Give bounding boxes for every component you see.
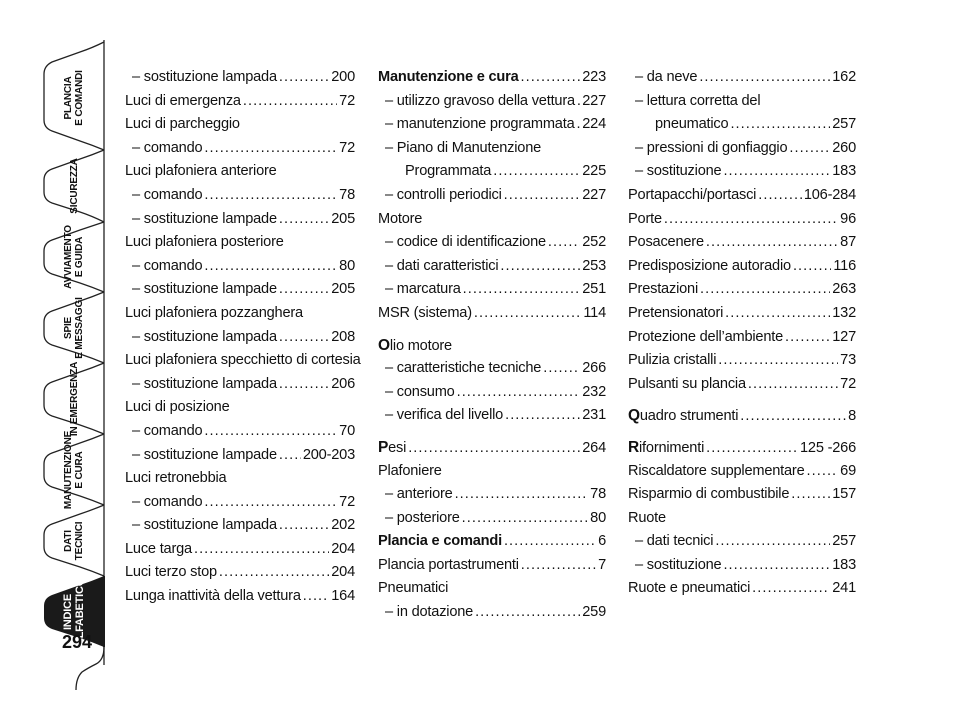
index-entry[interactable]: – marcatura . . . 251 — [378, 278, 606, 302]
index-entry[interactable]: Pesi . . . 264 — [378, 436, 606, 460]
index-heading: Luci plafoniera posteriore — [125, 234, 284, 251]
index-entry[interactable]: – caratteristiche tecniche . . . 266 — [378, 357, 606, 381]
index-heading: Luci plafoniera specchietto di cortesia — [125, 352, 361, 369]
tab-manutenzione-e-cura[interactable]: MANUTENZIONE E CURA — [63, 430, 85, 510]
index-entry[interactable]: – comando . . . 80 — [125, 255, 355, 279]
index-entry[interactable]: – dati caratteristici . . . 253 — [378, 255, 606, 279]
index-entry[interactable]: – anteriore . . . 78 — [378, 483, 606, 507]
index-entry[interactable]: – sostituzione lampade . . . 200-203 — [125, 444, 355, 468]
index-entry[interactable]: Posacenere . . . 87 — [628, 231, 856, 255]
tab-spie-e-messaggi[interactable]: SPIE E MESSAGGI — [63, 297, 85, 359]
index-column-2 — [378, 66, 606, 625]
index-entry[interactable]: Pulizia cristalli . . . 73 — [628, 349, 856, 373]
index-entry[interactable]: Rifornimenti . . . 125 -266 — [628, 436, 856, 460]
index-entry[interactable]: pneumatico . . . 257 — [628, 113, 856, 137]
index-entry[interactable]: – codice di identificazione . . . 252 — [378, 231, 606, 255]
index-heading: Luci plafoniera anteriore — [125, 163, 277, 180]
index-heading: Luci di posizione — [125, 399, 230, 416]
index-heading: – Piano di Manutenzione — [385, 139, 542, 156]
index-entry[interactable]: – sostituzione lampada . . . 202 — [125, 514, 355, 538]
index-entry[interactable]: – comando . . . 70 — [125, 420, 355, 444]
index-entry[interactable]: MSR (sistema) . . . 114 — [378, 302, 606, 326]
index-entry[interactable]: – verifica del livello . . . 231 — [378, 404, 606, 428]
index-entry[interactable]: Risparmio di combustibile . . . 157 — [628, 483, 856, 507]
index-entry[interactable]: – sostituzione lampada . . . 208 — [125, 326, 355, 350]
tab-indice-alfabetico[interactable]: INDICE ALFABETICO — [62, 577, 86, 647]
index-entry[interactable]: – consumo . . . 232 — [378, 381, 606, 405]
tab-plancia-e-comandi[interactable]: PLANCIA E COMANDI — [63, 70, 85, 126]
index-entry[interactable]: Portapacchi/portasci . . . 106-284 — [628, 184, 856, 208]
chapter-tabs — [0, 0, 108, 709]
index-entry[interactable]: Plancia portastrumenti . . . 7 — [378, 554, 606, 578]
index-entry[interactable]: – sostituzione lampade . . . 205 — [125, 208, 355, 232]
index-heading: Luci di parcheggio — [125, 116, 240, 133]
index-heading: – lettura corretta del — [635, 92, 761, 109]
index-entry[interactable]: Riscaldatore supplementare . . . 69 — [628, 460, 856, 484]
index-column-1 — [125, 66, 361, 609]
index-entry[interactable]: Porte . . . 96 — [628, 208, 856, 232]
index-entry[interactable]: – comando . . . 72 — [125, 137, 355, 161]
tab-sicurezza[interactable]: SICUREZZA — [68, 158, 80, 214]
index-entry[interactable]: – comando . . . 78 — [125, 184, 355, 208]
index-entry[interactable]: Luci di emergenza . . . 72 — [125, 90, 355, 114]
index-entry[interactable]: – sostituzione lampada . . . 200 — [125, 66, 355, 90]
index-entry[interactable]: Prestazioni . . . 263 — [628, 278, 856, 302]
index-entry[interactable]: – pressioni di gonfiaggio . . . 260 — [628, 137, 856, 161]
index-entry[interactable]: Ruote e pneumatici . . . 241 — [628, 577, 856, 601]
index-entry[interactable]: – da neve . . . 162 — [628, 66, 856, 90]
index-heading: Pneumatici — [378, 580, 449, 597]
index-heading: Motore — [378, 210, 423, 227]
index-entry[interactable]: – manutenzione programmata . . . 224 — [378, 113, 606, 137]
index-entry[interactable]: Manutenzione e cura . . . 223 — [378, 66, 606, 90]
index-entry[interactable]: – controlli periodici . . . 227 — [378, 184, 606, 208]
index-heading: Ruote — [628, 509, 666, 526]
index-entry[interactable]: Predisposizione autoradio . . . 116 — [628, 255, 856, 279]
index-entry[interactable]: Quadro strumenti . . . 8 — [628, 404, 856, 428]
index-entry[interactable]: Luci terzo stop . . . 204 — [125, 561, 355, 585]
index-entry[interactable]: Lunga inattività della vettura . . . 164 — [125, 585, 355, 609]
tab-in-emergenza[interactable]: IN EMERGENZA — [68, 361, 80, 437]
index-entry[interactable]: – in dotazione . . . 259 — [378, 601, 606, 625]
tab-avviamento-e-guida[interactable]: AVVIAMENTO E GUIDA — [63, 225, 85, 289]
index-entry[interactable]: – sostituzione lampade . . . 205 — [125, 278, 355, 302]
page-number: 294 — [62, 632, 93, 652]
index-heading: Olio motore — [378, 336, 452, 354]
index-entry[interactable]: – sostituzione lampada . . . 206 — [125, 373, 355, 397]
index-entry[interactable]: – sostituzione . . . 183 — [628, 554, 856, 578]
index-entry[interactable]: Plancia e comandi . . . 6 — [378, 530, 606, 554]
index-entry[interactable]: Luce targa . . . 204 — [125, 538, 355, 562]
index-entry[interactable]: – posteriore . . . 80 — [378, 507, 606, 531]
index-entry[interactable]: Protezione dell’ambiente . . . 127 — [628, 326, 856, 350]
index-entry[interactable]: – utilizzo gravoso della vettura . . . 227 — [378, 90, 606, 114]
index-entry[interactable]: Pulsanti su plancia . . . 72 — [628, 373, 856, 397]
index-entry[interactable]: Programmata . . . 225 — [378, 160, 606, 184]
index-heading: Luci plafoniera pozzanghera — [125, 304, 303, 321]
index-heading: Luci retronebbia — [125, 470, 227, 487]
index-entry[interactable]: – dati tecnici . . . 257 — [628, 530, 856, 554]
index-entry[interactable]: – sostituzione . . . 183 — [628, 160, 856, 184]
tab-dati-tecnici[interactable]: DATI TECNICI — [63, 521, 85, 561]
index-heading: Plafoniere — [378, 462, 442, 479]
index-entry[interactable]: Pretensionatori . . . 132 — [628, 302, 856, 326]
index-entry[interactable]: – comando . . . 72 — [125, 491, 355, 515]
index-column-3 — [628, 66, 856, 601]
